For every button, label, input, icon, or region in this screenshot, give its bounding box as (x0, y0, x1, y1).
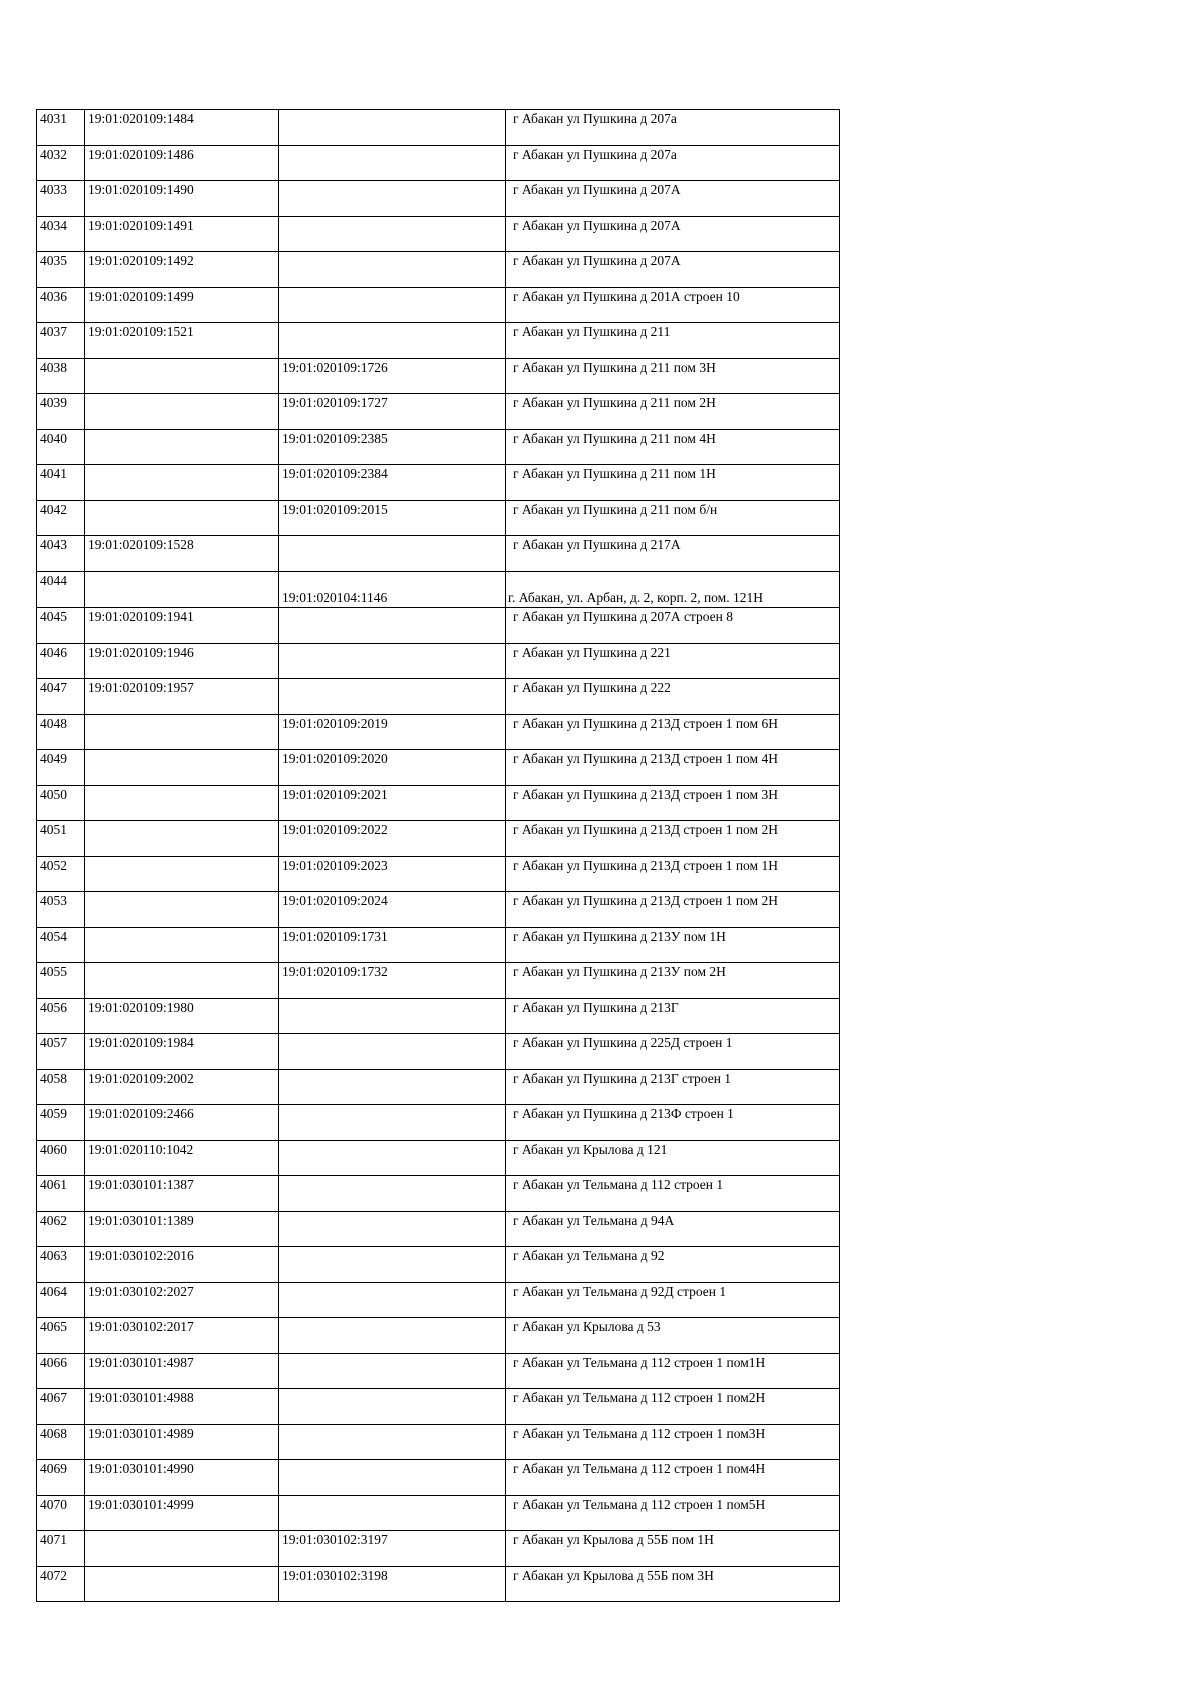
row-number-cell: 4041 (37, 465, 85, 501)
parcel-cadastral-number-cell: 19:01:030102:2016 (85, 1247, 279, 1283)
table-row (37, 714, 840, 750)
table-row (37, 1247, 840, 1283)
table-row (37, 1176, 840, 1212)
parcel-cadastral-number-cell: 19:01:030101:1389 (85, 1211, 279, 1247)
parcel-cadastral-number-cell: 19:01:030102:2027 (85, 1282, 279, 1318)
row-number-cell: 4054 (37, 927, 85, 963)
parcel-cadastral-number-cell (85, 821, 279, 857)
parcel-cadastral-number-cell: 19:01:020109:2002 (85, 1069, 279, 1105)
parcel-cadastral-number-cell: 19:01:030102:2017 (85, 1318, 279, 1354)
premises-cadastral-number-cell: 19:01:020109:2020 (279, 750, 506, 786)
row-number-cell: 4034 (37, 216, 85, 252)
premises-cadastral-number-cell (279, 1105, 506, 1141)
parcel-cadastral-number-cell (85, 927, 279, 963)
row-number-cell: 4064 (37, 1282, 85, 1318)
table-row (37, 1566, 840, 1602)
address-cell: г Абакан ул Пушкина д 207А строен 8 (506, 608, 840, 644)
premises-cadastral-number-cell: 19:01:020109:2015 (279, 500, 506, 536)
parcel-cadastral-number-cell: 19:01:020109:1528 (85, 536, 279, 572)
table-row (37, 1389, 840, 1425)
premises-cadastral-number-cell (279, 1069, 506, 1105)
premises-cadastral-number-cell (279, 536, 506, 572)
parcel-cadastral-number-cell (85, 500, 279, 536)
row-number-cell: 4052 (37, 856, 85, 892)
parcel-cadastral-number-cell: 19:01:030101:4990 (85, 1460, 279, 1496)
address-cell: г Абакан ул Пушкина д 222 (506, 679, 840, 715)
premises-cadastral-number-cell: 19:01:030102:3197 (279, 1531, 506, 1567)
parcel-cadastral-number-cell: 19:01:020109:1980 (85, 998, 279, 1034)
table-row (37, 608, 840, 644)
parcel-cadastral-number-cell (85, 892, 279, 928)
row-number-cell: 4055 (37, 963, 85, 999)
premises-cadastral-number-cell (279, 1211, 506, 1247)
address-cell: г Абакан ул Крылова д 55Б пом 1Н (506, 1531, 840, 1567)
address-cell: г Абакан ул Тельмана д 112 строен 1 пом4Н (506, 1460, 840, 1496)
parcel-cadastral-number-cell: 19:01:020109:2466 (85, 1105, 279, 1141)
parcel-cadastral-number-cell (85, 571, 279, 608)
address-cell: г Абакан ул Пушкина д 225Д строен 1 (506, 1034, 840, 1070)
row-number-cell: 4053 (37, 892, 85, 928)
premises-cadastral-number-cell (279, 608, 506, 644)
address-cell: г Абакан ул Пушкина д 211 (506, 323, 840, 359)
row-number-cell: 4060 (37, 1140, 85, 1176)
premises-cadastral-number-cell (279, 323, 506, 359)
premises-cadastral-number-cell: 19:01:020109:2022 (279, 821, 506, 857)
parcel-cadastral-number-cell (85, 856, 279, 892)
row-number-cell: 4065 (37, 1318, 85, 1354)
registry-table-body (37, 110, 840, 1602)
table-row (37, 145, 840, 181)
premises-cadastral-number-cell (279, 110, 506, 146)
property-registry-table (36, 109, 840, 1602)
address-cell: г Абакан ул Пушкина д 213Д строен 1 пом 4Н (506, 750, 840, 786)
address-cell: г Абакан ул Крылова д 53 (506, 1318, 840, 1354)
table-row (37, 181, 840, 217)
row-number-cell: 4037 (37, 323, 85, 359)
address-cell: г Абакан ул Тельмана д 92 (506, 1247, 840, 1283)
premises-cadastral-number-cell (279, 1247, 506, 1283)
parcel-cadastral-number-cell: 19:01:020109:1499 (85, 287, 279, 323)
premises-cadastral-number-cell (279, 679, 506, 715)
row-number-cell: 4071 (37, 1531, 85, 1567)
address-cell: г Абакан ул Крылова д 121 (506, 1140, 840, 1176)
table-row (37, 1034, 840, 1070)
premises-cadastral-number-cell (279, 181, 506, 217)
parcel-cadastral-number-cell: 19:01:020109:1491 (85, 216, 279, 252)
table-row (37, 998, 840, 1034)
row-number-cell: 4033 (37, 181, 85, 217)
row-number-cell: 4070 (37, 1495, 85, 1531)
parcel-cadastral-number-cell: 19:01:020109:1486 (85, 145, 279, 181)
premises-cadastral-number-cell (279, 1140, 506, 1176)
row-number-cell: 4066 (37, 1353, 85, 1389)
table-row (37, 1211, 840, 1247)
premises-cadastral-number-cell (279, 1318, 506, 1354)
row-number-cell: 4059 (37, 1105, 85, 1141)
row-number-cell: 4031 (37, 110, 85, 146)
premises-cadastral-number-cell: 19:01:020104:1146 (279, 571, 506, 608)
table-row (37, 963, 840, 999)
parcel-cadastral-number-cell: 19:01:020109:1490 (85, 181, 279, 217)
address-cell: г Абакан ул Пушкина д 213Г (506, 998, 840, 1034)
address-cell: г Абакан ул Пушкина д 201А строен 10 (506, 287, 840, 323)
premises-cadastral-number-cell: 19:01:020109:2024 (279, 892, 506, 928)
row-number-cell: 4067 (37, 1389, 85, 1425)
parcel-cadastral-number-cell: 19:01:020109:1946 (85, 643, 279, 679)
address-cell: г Абакан ул Тельмана д 112 строен 1 пом2Н (506, 1389, 840, 1425)
table-row (37, 785, 840, 821)
table-row (37, 1531, 840, 1567)
row-number-cell: 4032 (37, 145, 85, 181)
premises-cadastral-number-cell: 19:01:020109:1727 (279, 394, 506, 430)
parcel-cadastral-number-cell (85, 394, 279, 430)
parcel-cadastral-number-cell (85, 714, 279, 750)
address-cell: г Абакан ул Пушкина д 207а (506, 145, 840, 181)
parcel-cadastral-number-cell: 19:01:020109:1484 (85, 110, 279, 146)
address-cell: г Абакан ул Пушкина д 217А (506, 536, 840, 572)
row-number-cell: 4035 (37, 252, 85, 288)
table-row (37, 216, 840, 252)
address-cell: г Абакан ул Тельмана д 94А (506, 1211, 840, 1247)
table-row (37, 679, 840, 715)
premises-cadastral-number-cell: 19:01:030102:3198 (279, 1566, 506, 1602)
premises-cadastral-number-cell (279, 1424, 506, 1460)
parcel-cadastral-number-cell (85, 429, 279, 465)
row-number-cell: 4047 (37, 679, 85, 715)
address-cell: г Абакан ул Тельмана д 112 строен 1 пом3Н (506, 1424, 840, 1460)
row-number-cell: 4069 (37, 1460, 85, 1496)
table-row (37, 1318, 840, 1354)
table-row (37, 1140, 840, 1176)
row-number-cell: 4068 (37, 1424, 85, 1460)
table-row (37, 287, 840, 323)
premises-cadastral-number-cell (279, 1460, 506, 1496)
table-row (37, 821, 840, 857)
parcel-cadastral-number-cell: 19:01:030101:4987 (85, 1353, 279, 1389)
premises-cadastral-number-cell: 19:01:020109:2385 (279, 429, 506, 465)
parcel-cadastral-number-cell (85, 1531, 279, 1567)
premises-cadastral-number-cell (279, 216, 506, 252)
address-cell: г Абакан ул Пушкина д 213Г строен 1 (506, 1069, 840, 1105)
row-number-cell: 4051 (37, 821, 85, 857)
parcel-cadastral-number-cell: 19:01:030101:4988 (85, 1389, 279, 1425)
parcel-cadastral-number-cell: 19:01:020109:1492 (85, 252, 279, 288)
address-cell: г Абакан ул Пушкина д 207а (506, 110, 840, 146)
premises-cadastral-number-cell (279, 1389, 506, 1425)
parcel-cadastral-number-cell (85, 1566, 279, 1602)
premises-cadastral-number-cell: 19:01:020109:1726 (279, 358, 506, 394)
address-cell: г Абакан ул Пушкина д 211 пом б/н (506, 500, 840, 536)
row-number-cell: 4063 (37, 1247, 85, 1283)
row-number-cell: 4058 (37, 1069, 85, 1105)
address-cell: г Абакан ул Крылова д 55Б пом 3Н (506, 1566, 840, 1602)
address-cell: г Абакан ул Пушкина д 207А (506, 252, 840, 288)
premises-cadastral-number-cell: 19:01:020109:2021 (279, 785, 506, 821)
table-row (37, 536, 840, 572)
table-row (37, 571, 840, 608)
parcel-cadastral-number-cell: 19:01:030101:1387 (85, 1176, 279, 1212)
table-row (37, 1424, 840, 1460)
row-number-cell: 4045 (37, 608, 85, 644)
row-number-cell: 4046 (37, 643, 85, 679)
table-row (37, 927, 840, 963)
row-number-cell: 4040 (37, 429, 85, 465)
address-cell: г Абакан ул Пушкина д 213Д строен 1 пом 2Н (506, 821, 840, 857)
table-row (37, 1282, 840, 1318)
premises-cadastral-number-cell: 19:01:020109:1732 (279, 963, 506, 999)
address-cell: г Абакан ул Пушкина д 221 (506, 643, 840, 679)
table-row (37, 1105, 840, 1141)
address-cell: г. Абакан, ул. Арбан, д. 2, корп. 2, пом. 121Н (506, 571, 840, 608)
table-row (37, 1460, 840, 1496)
premises-cadastral-number-cell (279, 145, 506, 181)
row-number-cell: 4044 (37, 571, 85, 608)
row-number-cell: 4042 (37, 500, 85, 536)
row-number-cell: 4039 (37, 394, 85, 430)
parcel-cadastral-number-cell (85, 358, 279, 394)
parcel-cadastral-number-cell (85, 465, 279, 501)
premises-cadastral-number-cell (279, 1353, 506, 1389)
address-cell: г Абакан ул Пушкина д 207А (506, 181, 840, 217)
table-row (37, 1069, 840, 1105)
premises-cadastral-number-cell: 19:01:020109:2384 (279, 465, 506, 501)
table-row (37, 856, 840, 892)
row-number-cell: 4050 (37, 785, 85, 821)
address-cell: г Абакан ул Пушкина д 213Д строен 1 пом 6Н (506, 714, 840, 750)
parcel-cadastral-number-cell: 19:01:020109:1941 (85, 608, 279, 644)
table-row (37, 394, 840, 430)
address-cell: г Абакан ул Пушкина д 211 пом 4Н (506, 429, 840, 465)
table-row (37, 252, 840, 288)
row-number-cell: 4057 (37, 1034, 85, 1070)
premises-cadastral-number-cell (279, 1495, 506, 1531)
table-row (37, 500, 840, 536)
premises-cadastral-number-cell (279, 998, 506, 1034)
premises-cadastral-number-cell (279, 1282, 506, 1318)
premises-cadastral-number-cell: 19:01:020109:1731 (279, 927, 506, 963)
table-row (37, 892, 840, 928)
parcel-cadastral-number-cell (85, 750, 279, 786)
parcel-cadastral-number-cell (85, 963, 279, 999)
row-number-cell: 4036 (37, 287, 85, 323)
table-row (37, 1353, 840, 1389)
row-number-cell: 4049 (37, 750, 85, 786)
address-cell: г Абакан ул Пушкина д 211 пом 3Н (506, 358, 840, 394)
parcel-cadastral-number-cell: 19:01:020110:1042 (85, 1140, 279, 1176)
address-cell: г Абакан ул Тельмана д 112 строен 1 (506, 1176, 840, 1212)
address-cell: г Абакан ул Пушкина д 213У пом 2Н (506, 963, 840, 999)
parcel-cadastral-number-cell: 19:01:020109:1957 (85, 679, 279, 715)
address-cell: г Абакан ул Тельмана д 112 строен 1 пом1Н (506, 1353, 840, 1389)
premises-cadastral-number-cell (279, 287, 506, 323)
table-row (37, 429, 840, 465)
parcel-cadastral-number-cell: 19:01:020109:1984 (85, 1034, 279, 1070)
premises-cadastral-number-cell: 19:01:020109:2019 (279, 714, 506, 750)
address-cell: г Абакан ул Пушкина д 213Д строен 1 пом 1Н (506, 856, 840, 892)
table-row (37, 358, 840, 394)
row-number-cell: 4056 (37, 998, 85, 1034)
address-cell: г Абакан ул Тельмана д 92Д строен 1 (506, 1282, 840, 1318)
address-cell: г Абакан ул Пушкина д 211 пом 1Н (506, 465, 840, 501)
table-row (37, 643, 840, 679)
address-cell: г Абакан ул Пушкина д 213Д строен 1 пом 2Н (506, 892, 840, 928)
address-cell: г Абакан ул Пушкина д 213Ф строен 1 (506, 1105, 840, 1141)
row-number-cell: 4043 (37, 536, 85, 572)
parcel-cadastral-number-cell (85, 785, 279, 821)
table-row (37, 465, 840, 501)
premises-cadastral-number-cell: 19:01:020109:2023 (279, 856, 506, 892)
row-number-cell: 4061 (37, 1176, 85, 1212)
table-row (37, 750, 840, 786)
row-number-cell: 4072 (37, 1566, 85, 1602)
parcel-cadastral-number-cell: 19:01:020109:1521 (85, 323, 279, 359)
address-cell: г Абакан ул Пушкина д 207А (506, 216, 840, 252)
table-row (37, 110, 840, 146)
row-number-cell: 4038 (37, 358, 85, 394)
address-cell: г Абакан ул Тельмана д 112 строен 1 пом5Н (506, 1495, 840, 1531)
address-cell: г Абакан ул Пушкина д 213У пом 1Н (506, 927, 840, 963)
parcel-cadastral-number-cell: 19:01:030101:4989 (85, 1424, 279, 1460)
table-row (37, 1495, 840, 1531)
row-number-cell: 4062 (37, 1211, 85, 1247)
premises-cadastral-number-cell (279, 252, 506, 288)
premises-cadastral-number-cell (279, 1176, 506, 1212)
premises-cadastral-number-cell (279, 643, 506, 679)
address-cell: г Абакан ул Пушкина д 213Д строен 1 пом 3Н (506, 785, 840, 821)
parcel-cadastral-number-cell: 19:01:030101:4999 (85, 1495, 279, 1531)
address-cell: г Абакан ул Пушкина д 211 пом 2Н (506, 394, 840, 430)
premises-cadastral-number-cell (279, 1034, 506, 1070)
row-number-cell: 4048 (37, 714, 85, 750)
table-row (37, 323, 840, 359)
